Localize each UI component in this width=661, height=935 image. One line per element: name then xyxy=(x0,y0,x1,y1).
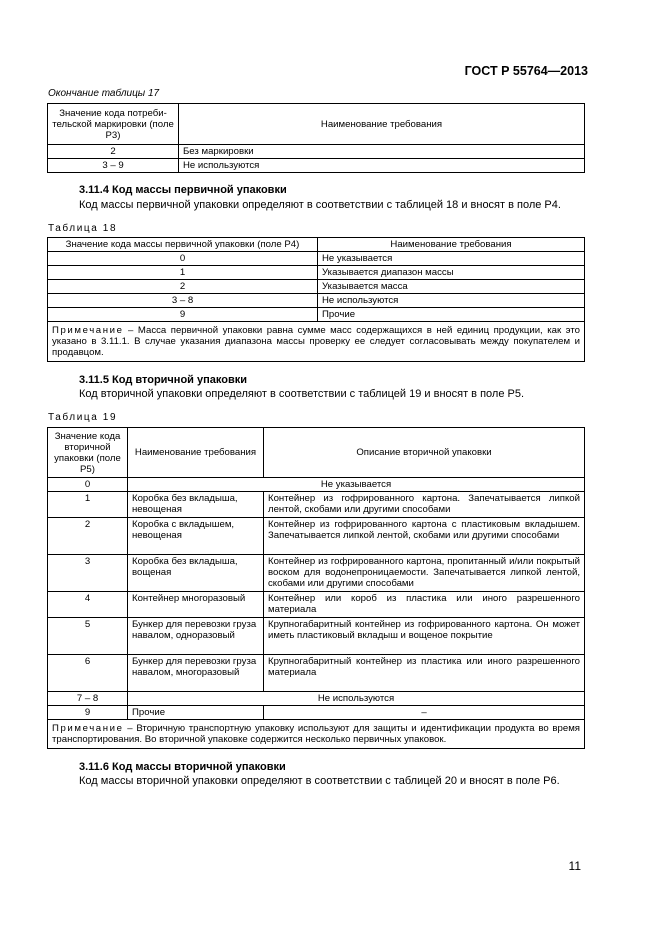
description-cell: Контейнер или короб из пластика или иного разрешенного материала xyxy=(264,592,585,618)
section-3-11-5-text: Код вторичной упаковки определяют в соответствии с таблицей 19 и вносят в поле P5. xyxy=(79,388,525,400)
table-row xyxy=(48,518,585,555)
requirement-cell: Бункер для перевозки груза навалом, многоразовый xyxy=(128,655,264,692)
requirement-cell: Коробка без вкладыша, невощеная xyxy=(128,492,264,518)
note-label: Примечание xyxy=(52,723,124,734)
requirement-cell: Прочие xyxy=(318,308,585,322)
description-cell: – xyxy=(264,706,585,720)
code-cell: 9 xyxy=(48,308,318,322)
column-header-code: Значение кода потреби-тельской маркировки (поле P3) xyxy=(48,104,179,145)
table-row xyxy=(48,478,585,492)
section-3-11-4-title: 3.11.4 Код массы первичной упаковки xyxy=(79,184,287,196)
table19-note xyxy=(48,720,585,749)
section-3-11-6-text: Код массы вторичной упаковки определяют в соответствии с таблицей 20 и вносят в поле P6. xyxy=(79,775,560,787)
requirement-cell: Прочие xyxy=(128,706,264,720)
table-header-row xyxy=(48,104,585,145)
description-cell: Крупногабаритный контейнер из пластика или иного разрешенного материала xyxy=(264,655,585,692)
requirement-cell: Не используются xyxy=(179,159,585,173)
requirement-cell: Указывается диапазон массы xyxy=(318,266,585,280)
table-row xyxy=(48,492,585,518)
document-standard-header: ГОСТ Р 55764—2013 xyxy=(464,64,588,78)
table-row xyxy=(48,655,585,692)
table-row xyxy=(48,555,585,592)
column-header-requirement: Наименование требования xyxy=(318,238,585,252)
table17-caption: Окончание таблицы 17 xyxy=(48,88,160,99)
page-number: 11 xyxy=(568,859,581,873)
table-19 xyxy=(47,427,585,749)
table-row xyxy=(48,280,585,294)
table19-caption: Таблица 19 xyxy=(48,412,118,423)
code-cell: 2 xyxy=(48,518,128,555)
note-label: Примечание xyxy=(52,325,124,336)
section-3-11-4-text: Код массы первичной упаковки определяют в соответствии с таблицей 18 и вносят в поле P4. xyxy=(79,199,561,211)
code-cell: 0 xyxy=(48,252,318,266)
table-row xyxy=(48,294,585,308)
code-cell: 1 xyxy=(48,266,318,280)
requirement-cell: Коробка с вкладышем, невощеная xyxy=(128,518,264,555)
column-header-code: Значение кода вторичной упаковки (поле P5) xyxy=(48,428,128,478)
table-row xyxy=(48,308,585,322)
code-cell: 9 xyxy=(48,706,128,720)
table-note-row xyxy=(48,720,585,749)
table18-note xyxy=(48,322,585,362)
code-cell: 3 xyxy=(48,555,128,592)
table-17 xyxy=(47,103,585,173)
description-cell: Контейнер из гофрированного картона, пропитанный и/или покрытый воском для водонепроницаемости. Запечатывается липкой лентой, скобами или другими способами xyxy=(264,555,585,592)
requirement-cell: Бункер для перевозки груза навалом, одноразовый xyxy=(128,618,264,655)
description-cell: Контейнер из гофрированного картона. Запечатывается липкой лентой, скобами или другими способами xyxy=(264,492,585,518)
requirement-cell: Коробка без вкладыша, вощеная xyxy=(128,555,264,592)
code-cell: 0 xyxy=(48,478,128,492)
table-row xyxy=(48,706,585,720)
column-header-description: Описание вторичной упаковки xyxy=(264,428,585,478)
note-text: – Масса первичной упаковки равна сумме масс содержащихся в ней единиц продукции, как это указано в 3.11.1. В случае указания диапазона массы проверку ее следует согласовывать между покупателем и продавцом. xyxy=(52,325,580,358)
code-cell: 2 xyxy=(48,280,318,294)
code-cell: 5 xyxy=(48,618,128,655)
table-row xyxy=(48,145,585,159)
section-3-11-6-title: 3.11.6 Код массы вторичной упаковки xyxy=(79,761,286,773)
code-cell: 4 xyxy=(48,592,128,618)
code-cell: 3 – 8 xyxy=(48,294,318,308)
requirement-cell: Указывается масса xyxy=(318,280,585,294)
merged-cell: Не указывается xyxy=(128,478,585,492)
table-row xyxy=(48,692,585,706)
column-header-requirement: Наименование требования xyxy=(128,428,264,478)
merged-cell: Не используются xyxy=(128,692,585,706)
description-cell: Контейнер из гофрированного картона с пластиковым вкладышем. Запечатывается липкой лентой, скобами или другими способами xyxy=(264,518,585,555)
column-header-code: Значение кода массы первичной упаковки (поле P4) xyxy=(48,238,318,252)
description-cell: Крупногабаритный контейнер из гофрированного картона. Он может иметь пластиковый вкладыш и вощеное покрытие xyxy=(264,618,585,655)
column-header-requirement: Наименование требования xyxy=(179,104,585,145)
code-cell: 6 xyxy=(48,655,128,692)
table-row xyxy=(48,252,585,266)
table-row xyxy=(48,266,585,280)
table-row xyxy=(48,159,585,173)
code-cell: 7 – 8 xyxy=(48,692,128,706)
section-3-11-5-title: 3.11.5 Код вторичной упаковки xyxy=(79,374,247,386)
requirement-cell: Контейнер многоразовый xyxy=(128,592,264,618)
code-cell: 3 – 9 xyxy=(48,159,179,173)
table-row xyxy=(48,592,585,618)
table18-caption: Таблица 18 xyxy=(48,223,118,234)
requirement-cell: Не указывается xyxy=(318,252,585,266)
code-cell: 2 xyxy=(48,145,179,159)
code-cell: 1 xyxy=(48,492,128,518)
table-header-row xyxy=(48,238,585,252)
table-18 xyxy=(47,237,585,362)
table-note-row xyxy=(48,322,585,362)
requirement-cell: Без маркировки xyxy=(179,145,585,159)
requirement-cell: Не используются xyxy=(318,294,585,308)
table-header-row xyxy=(48,428,585,478)
note-text: – Вторичную транспортную упаковку используют для защиты и идентификации продукта во время транспортирования. Во вторичной упаковке содержится несколько первичных упаковок. xyxy=(52,723,580,745)
table-row xyxy=(48,618,585,655)
